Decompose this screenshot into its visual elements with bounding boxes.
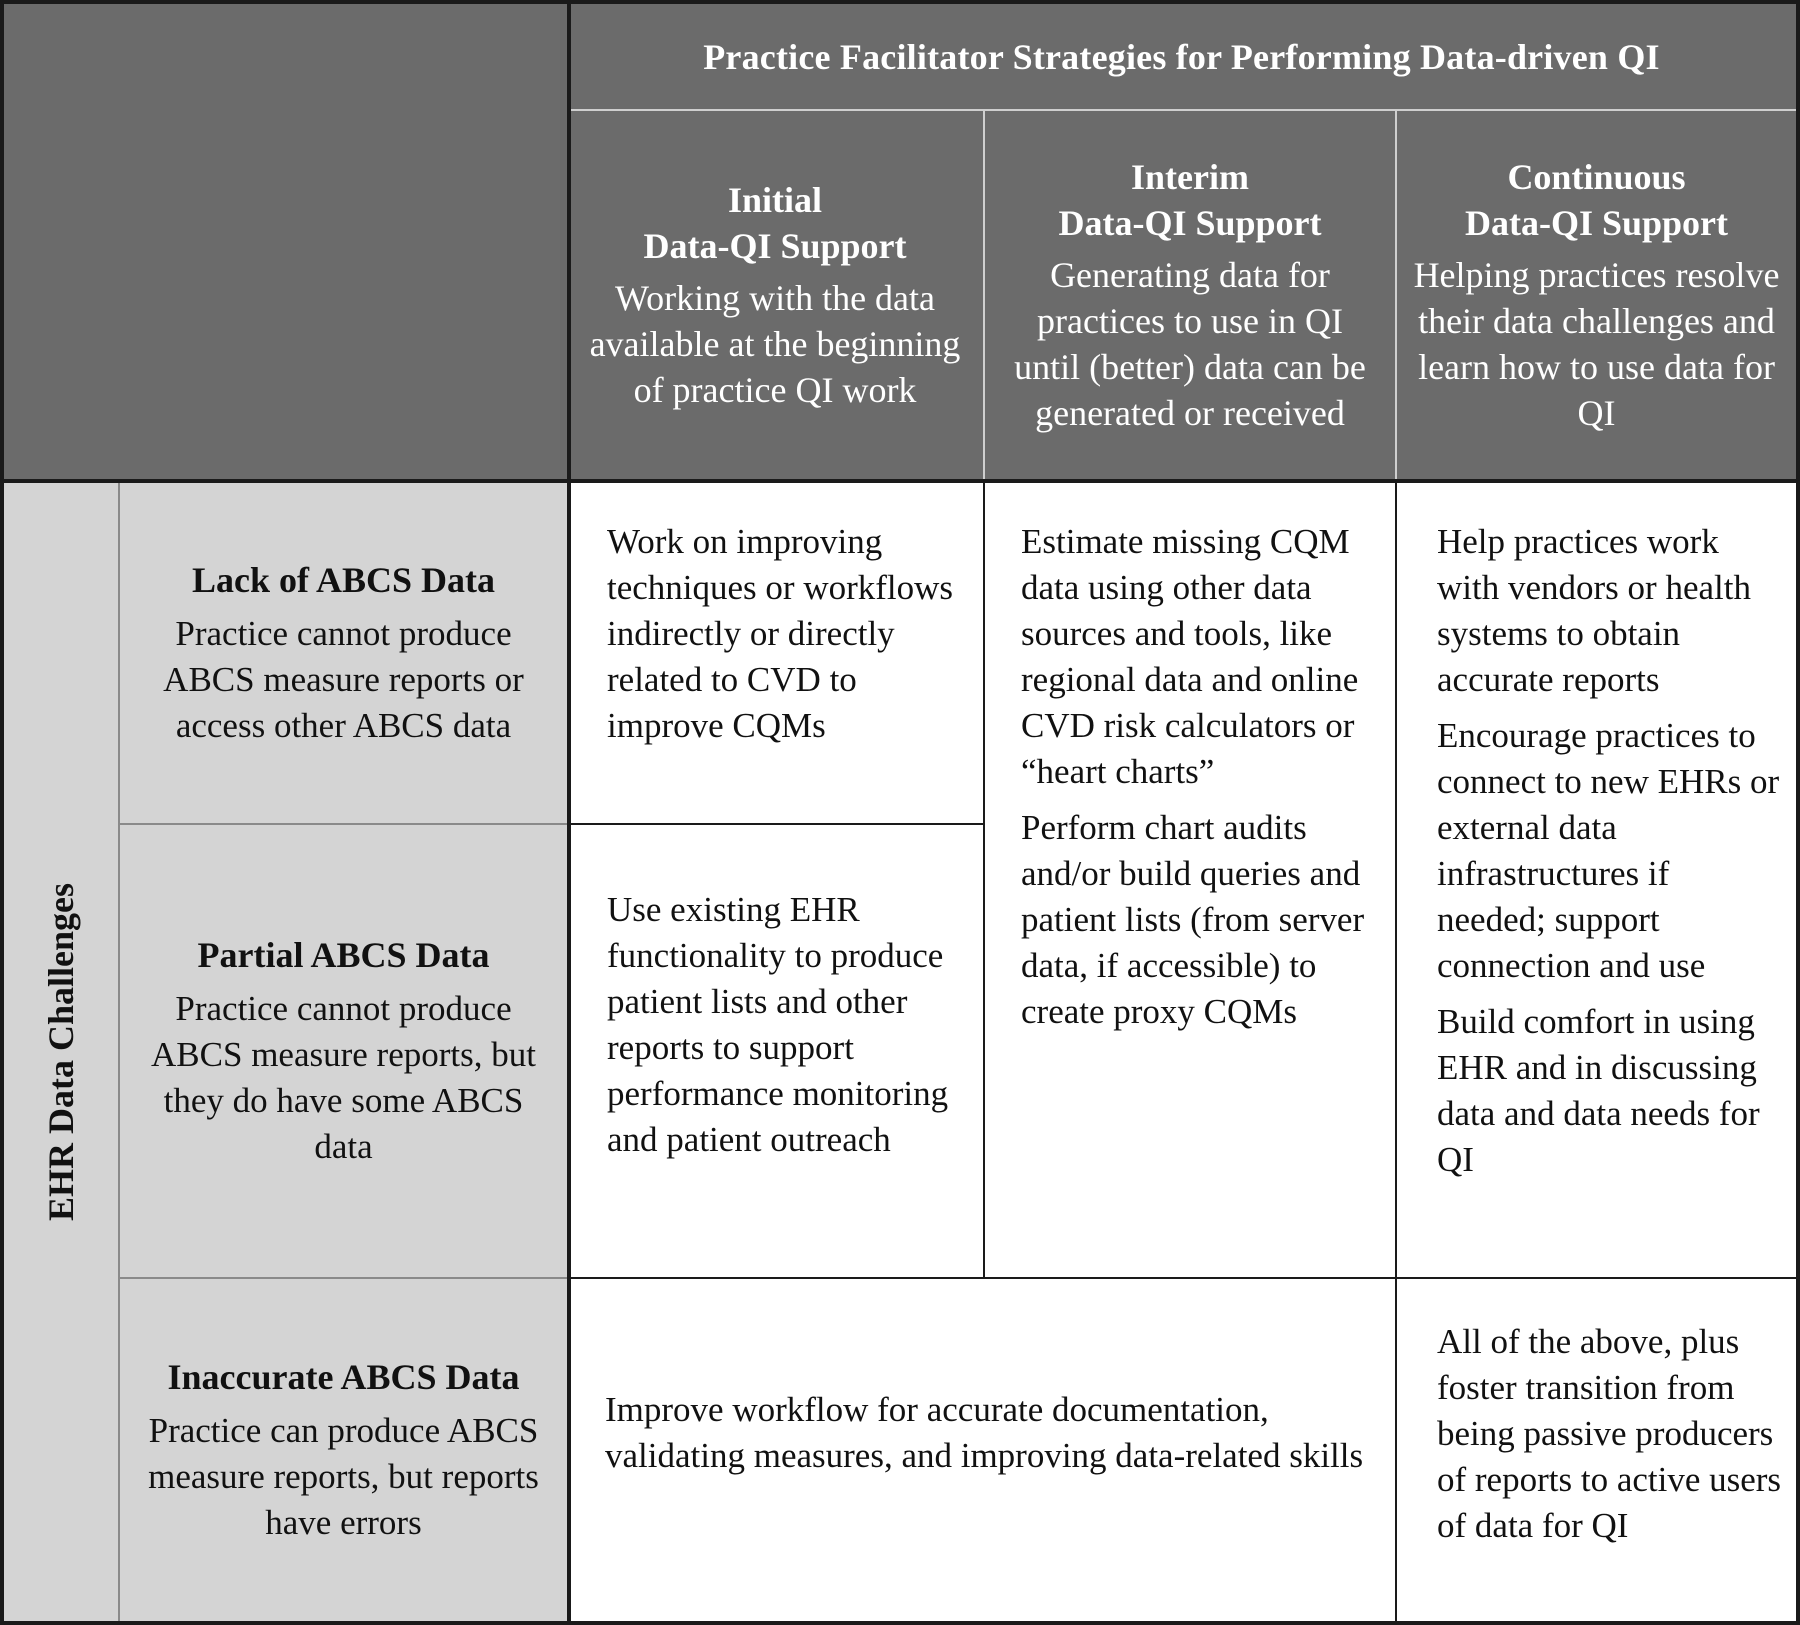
- divider: [567, 4, 571, 1621]
- cell-partial-initial: [569, 825, 983, 1277]
- divider: [120, 823, 567, 825]
- cell-interim: [985, 483, 1395, 1277]
- row-header-inaccurate: [120, 1279, 567, 1621]
- side-label: EHR Data Challenges: [41, 882, 82, 1222]
- row-title-inaccurate: Inaccurate ABCS Data: [167, 1357, 520, 1397]
- cell-text: Encourage practices to connect to new EHRs or external data infrastructures if needed; support connection and use: [1437, 716, 1780, 985]
- divider: [4, 479, 1796, 483]
- column-title-interim: Interim Data-QI Support: [1058, 157, 1322, 243]
- row-header-partial: [120, 825, 567, 1277]
- divider: [571, 109, 1796, 111]
- row-header-lack: [120, 483, 567, 823]
- header-title: Practice Facilitator Strategies for Performing Data-driven QI: [703, 36, 1660, 77]
- divider: [1395, 111, 1397, 479]
- divider: [571, 1277, 1796, 1279]
- side-label-cell: [4, 483, 118, 1621]
- cell-text: Work on improving techniques or workflows indirectly or directly related to CVD to improve CQMs: [607, 522, 954, 745]
- cell-text: Improve workflow for accurate documentation, validating measures, and improving data-related skills: [605, 1390, 1364, 1475]
- divider: [983, 483, 985, 1277]
- corner-cell: [4, 4, 567, 479]
- cell-inaccurate-continuous: [1397, 1279, 1796, 1621]
- column-desc-initial: Working with the data available at the beginning of practice QI work: [589, 278, 961, 410]
- column-title-initial: Initial Data-QI Support: [643, 180, 907, 266]
- cell-text: Build comfort in using EHR and in discussing data and data needs for QI: [1437, 1002, 1760, 1179]
- cell-text: Estimate missing CQM data using other data sources and tools, like regional data and online CVD risk calculators or “heart charts”: [1021, 522, 1359, 791]
- column-desc-continuous: Helping practices resolve their data challenges and learn how to use data for QI: [1413, 255, 1780, 433]
- cell-text: Use existing EHR functionality to produce patient lists and other reports to support performance monitoring and patient outreach: [607, 890, 949, 1159]
- header-title-cell: [567, 4, 1796, 109]
- cell-text: Perform chart audits and/or build queries and patient lists (from server data, if accessible) to create proxy CQMs: [1021, 808, 1365, 1031]
- divider: [983, 111, 985, 479]
- cell-inaccurate-initial-interim: [569, 1279, 1395, 1621]
- cell-text: Help practices work with vendors or health systems to obtain accurate reports: [1437, 522, 1751, 699]
- column-header-initial: [567, 111, 983, 479]
- column-desc-interim: Generating data for practices to use in QI until (better) data can be generated or received: [1014, 255, 1366, 433]
- row-desc-lack: Practice cannot produce ABCS measure reports or access other ABCS data: [163, 614, 524, 745]
- row-title-partial: Partial ABCS Data: [197, 935, 490, 975]
- column-title-continuous: Continuous Data-QI Support: [1464, 157, 1729, 243]
- row-desc-inaccurate: Practice can produce ABCS measure reports, but reports have errors: [148, 1411, 539, 1542]
- divider: [118, 483, 120, 1621]
- cell-continuous: [1397, 483, 1796, 1277]
- divider: [120, 1277, 567, 1279]
- cell-lack-initial: [569, 483, 983, 823]
- row-title-lack: Lack of ABCS Data: [191, 560, 496, 600]
- row-desc-partial: Practice cannot produce ABCS measure reports, but they do have some ABCS data: [151, 989, 536, 1166]
- divider: [1395, 483, 1397, 1621]
- cell-text: All of the above, plus foster transition from being passive producers of reports to active users of data for QI: [1437, 1322, 1782, 1545]
- column-header-interim: [985, 111, 1395, 479]
- divider: [571, 823, 983, 825]
- column-header-continuous: [1397, 111, 1796, 479]
